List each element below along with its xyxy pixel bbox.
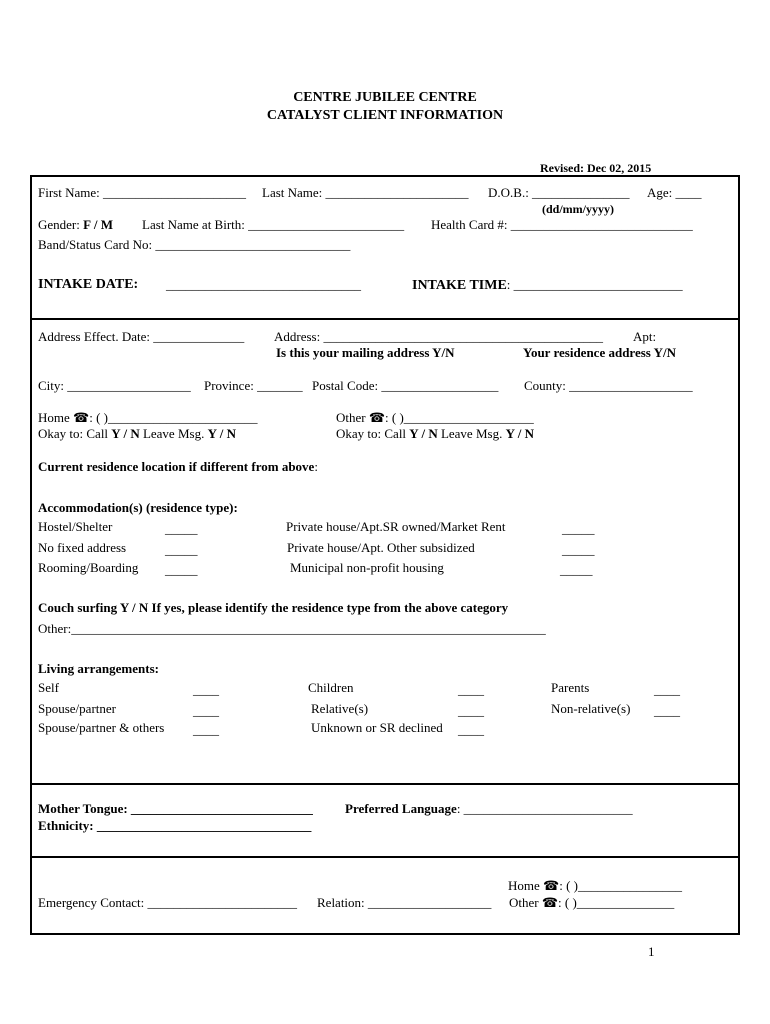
preferred-language-label: Preferred Language xyxy=(345,801,457,816)
band-status-card-field[interactable]: Band/Status Card No: ______________________________ xyxy=(38,237,351,252)
living-option-label: Unknown or SR declined xyxy=(311,720,443,735)
living-check-blank[interactable]: ____ xyxy=(458,682,484,697)
living-option-label: Self xyxy=(38,680,59,695)
emergency-relation-field[interactable]: Relation: ___________________ xyxy=(317,895,492,910)
accommodation-option-label: Private house/Apt. Other subsidized xyxy=(287,540,475,555)
revised-date: Revised: Dec 02, 2015 xyxy=(540,161,652,175)
intake-time-line[interactable]: : __________________________ xyxy=(506,277,683,292)
living-option-label: Spouse/partner xyxy=(38,701,116,716)
accommodation-heading: Accommodation(s) (residence type): xyxy=(38,500,238,515)
form-title: CATALYST CLIENT INFORMATION xyxy=(266,108,504,123)
org-title: CENTRE JUBILEE CENTRE xyxy=(293,90,477,105)
living-check-blank[interactable]: ____ xyxy=(654,682,680,697)
ethnicity-field[interactable]: Ethnicity: _________________________________ xyxy=(38,818,312,833)
emergency-contact-field[interactable]: Emergency Contact: _______________________ xyxy=(38,895,298,910)
living-check-blank[interactable]: ____ xyxy=(458,722,484,737)
other-phone-permissions: Okay to: Call Y / N Leave Msg. Y / N xyxy=(336,426,534,441)
emergency-other-phone-field[interactable]: Other ☎: ( )_______________ xyxy=(509,895,675,910)
dob-format-hint: (dd/mm/yyyy) xyxy=(542,202,614,216)
living-option-label: Relative(s) xyxy=(311,701,369,716)
accommodation-option-label: Rooming/Boarding xyxy=(38,560,139,575)
address-field[interactable]: Address: ___________________________________________ xyxy=(274,329,603,344)
accommodation-check-blank[interactable]: _____ xyxy=(560,562,593,577)
accommodation-check-blank[interactable]: _____ xyxy=(562,542,595,557)
preferred-language-line[interactable]: : __________________________ xyxy=(456,801,633,816)
accommodation-option-label: Municipal non-profit housing xyxy=(290,560,444,575)
living-option-label: Non-relative(s) xyxy=(551,701,631,716)
address-effect-date-field[interactable]: Address Effect. Date: ______________ xyxy=(38,329,245,344)
intake-date-label: INTAKE DATE: xyxy=(38,277,139,292)
last-name-at-birth-field[interactable]: Last Name at Birth: ________________________ xyxy=(142,217,405,232)
living-check-blank[interactable]: ____ xyxy=(654,703,680,718)
living-option-label: Children xyxy=(308,680,354,695)
accommodation-option-label: Private house/Apt.SR owned/Market Rent xyxy=(286,519,506,534)
other-residence-field[interactable]: Other:_________________________________________________________________________ xyxy=(38,621,546,636)
gender-label: Gender: xyxy=(38,217,80,232)
emergency-home-phone-field[interactable]: Home ☎: ( )________________ xyxy=(508,878,682,893)
preferred-language-field[interactable] xyxy=(345,801,633,816)
county-field[interactable]: County: ___________________ xyxy=(524,378,693,393)
gender-field[interactable] xyxy=(38,217,113,232)
living-arrangements-heading: Living arrangements: xyxy=(38,661,159,676)
accommodation-option-label: Hostel/Shelter xyxy=(38,519,113,534)
apt-field[interactable]: Apt: xyxy=(633,329,657,344)
current-residence-label: Current residence location if different from above xyxy=(38,459,315,474)
accommodation-check-blank[interactable]: _____ xyxy=(562,521,595,536)
gender-options[interactable]: F / M xyxy=(83,217,113,232)
province-field[interactable]: Province: _______ xyxy=(204,378,303,393)
home-phone-field[interactable]: Home ☎: ( )_______________________ xyxy=(38,410,258,425)
accommodation-check-blank[interactable]: _____ xyxy=(165,562,198,577)
intake-time-label: INTAKE TIME xyxy=(412,278,507,293)
current-residence-field[interactable]: Current residence location if different from above: xyxy=(38,459,318,474)
intake-date-field[interactable]: ______________________________ xyxy=(166,277,361,292)
other-call-yn[interactable]: Y / N xyxy=(409,426,438,441)
couch-surfing-question[interactable]: Couch surfing Y / N If yes, please identify the residence type from the above category xyxy=(38,600,509,615)
other-msg-yn[interactable]: Y / N xyxy=(505,426,534,441)
home-call-yn[interactable]: Y / N xyxy=(111,426,140,441)
mailing-address-question[interactable]: Is this your mailing address Y/N xyxy=(276,345,455,360)
living-check-blank[interactable]: ____ xyxy=(193,722,219,737)
accommodation-check-blank[interactable]: _____ xyxy=(165,521,198,536)
living-check-blank[interactable]: ____ xyxy=(193,682,219,697)
living-option-label: Spouse/partner & others xyxy=(38,720,165,735)
home-msg-yn[interactable]: Y / N xyxy=(207,426,236,441)
residence-address-question[interactable]: Your residence address Y/N xyxy=(523,345,676,360)
health-card-field[interactable]: Health Card #: ____________________________ xyxy=(431,217,693,232)
dob-field[interactable]: D.O.B.: _______________ xyxy=(488,185,630,200)
city-field[interactable]: City: ___________________ xyxy=(38,378,191,393)
living-option-label: Parents xyxy=(551,680,590,695)
other-phone-field[interactable]: Other ☎: ( )____________________ xyxy=(336,410,534,425)
living-check-blank[interactable]: ____ xyxy=(193,703,219,718)
home-phone-permissions: Okay to: Call Y / N Leave Msg. Y / N xyxy=(38,426,236,441)
intake-time-field[interactable] xyxy=(412,277,683,293)
living-check-blank[interactable]: ____ xyxy=(458,703,484,718)
accommodation-check-blank[interactable]: _____ xyxy=(165,542,198,557)
last-name-field[interactable]: Last Name: ______________________ xyxy=(262,185,469,200)
first-name-field[interactable]: First Name: ______________________ xyxy=(38,185,246,200)
age-field[interactable]: Age: ____ xyxy=(647,185,702,200)
accommodation-option-label: No fixed address xyxy=(38,540,127,555)
mother-tongue-field[interactable]: Mother Tongue: ____________________________ xyxy=(38,801,313,816)
page-number: 1 xyxy=(648,944,655,959)
postal-code-field[interactable]: Postal Code: __________________ xyxy=(312,378,499,393)
